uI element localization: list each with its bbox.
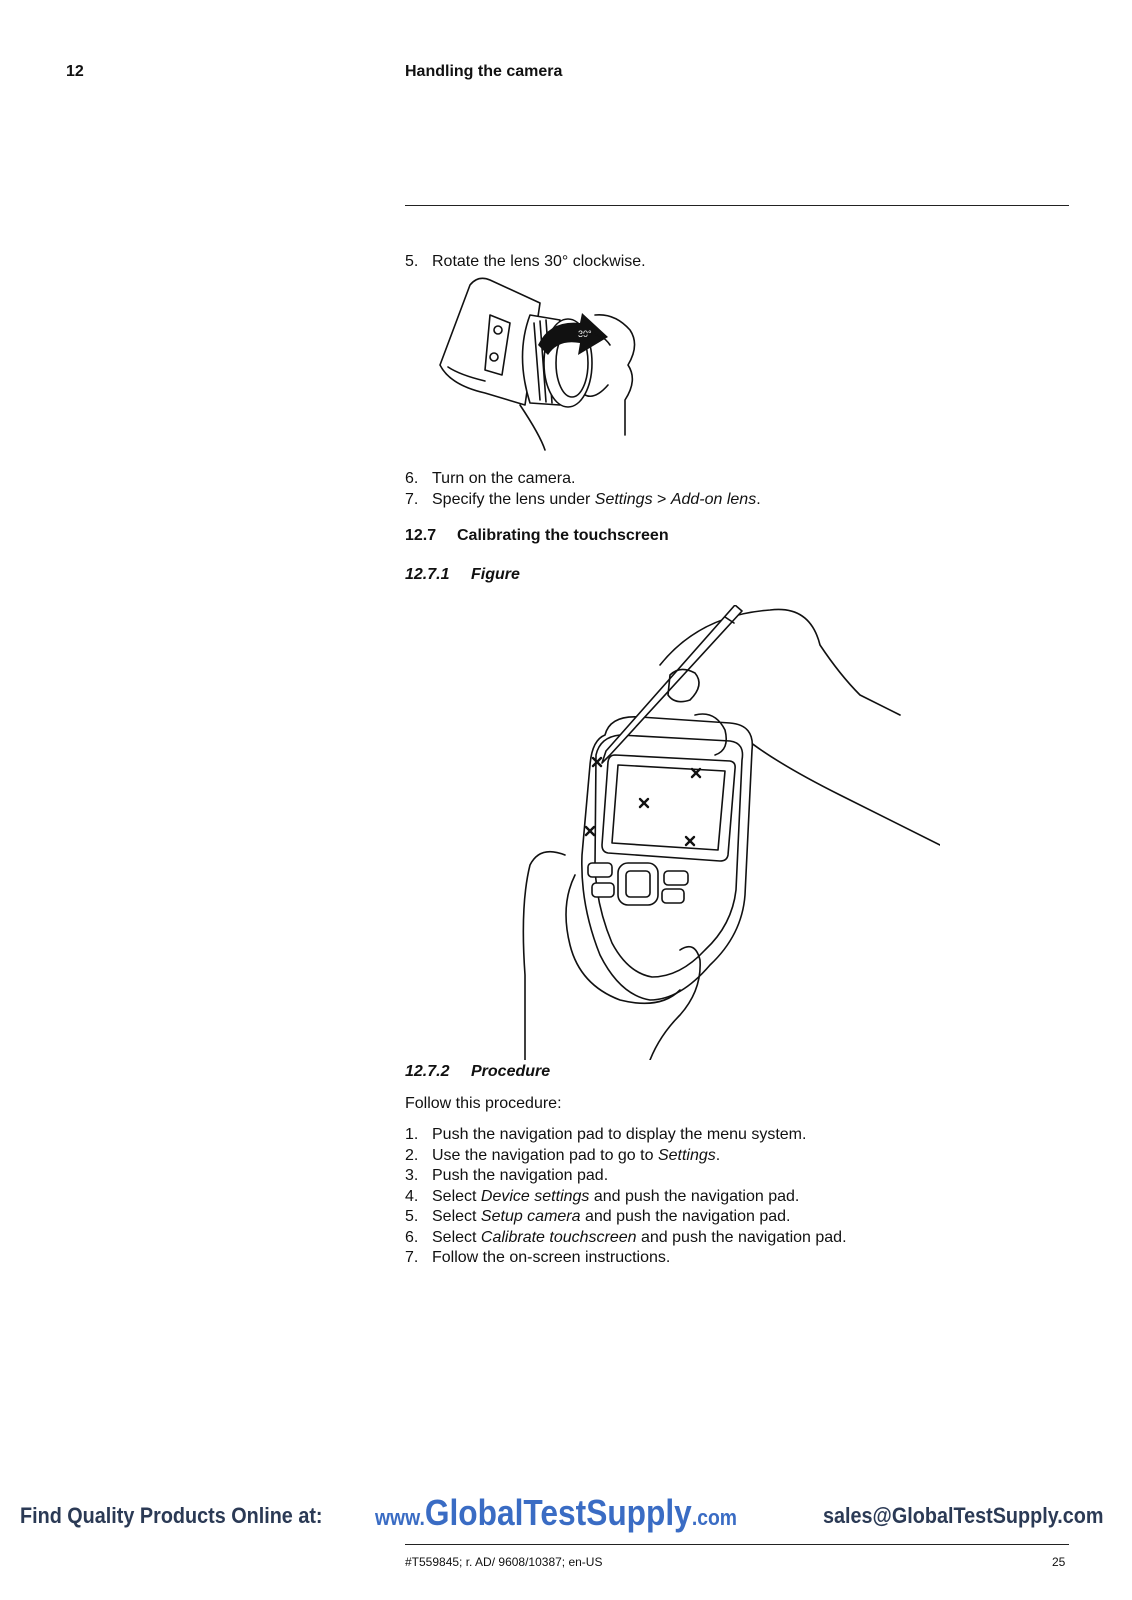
settings-term: Settings [594, 491, 653, 508]
step-text: Rotate the lens 30° clockwise. [432, 253, 646, 270]
step-text-end: and push the navigation pad. [589, 1188, 800, 1205]
touchscreen-calibration-illustration [520, 605, 940, 1060]
menu-separator: > [652, 491, 671, 508]
step-text: Select [432, 1188, 481, 1205]
page-number: 25 [1052, 1555, 1066, 1569]
website-www: www. [375, 1505, 425, 1530]
procedure-step-3 [405, 1165, 608, 1186]
procedure-step-4 [405, 1186, 799, 1207]
step-6 [405, 468, 575, 489]
angle-label: 30° [578, 329, 592, 339]
section-title: Calibrating the touchscreen [457, 527, 669, 544]
step-number: 6. [405, 470, 419, 487]
step-text: Specify the lens under [432, 491, 595, 508]
step-number: 5. [405, 1208, 419, 1225]
step-term: Setup camera [480, 1208, 581, 1225]
step-5 [405, 251, 646, 272]
step-7 [405, 489, 761, 510]
website-link[interactable] [375, 1492, 737, 1534]
procedure-step-5 [405, 1206, 790, 1227]
step-number: 3. [405, 1167, 419, 1184]
footer-divider [405, 1544, 1069, 1545]
step-number: 1. [405, 1126, 419, 1143]
step-text-end: . [715, 1147, 721, 1164]
website-tld: .com [691, 1505, 738, 1530]
lens-rotation-illustration [430, 275, 660, 455]
procedure-step-2 [405, 1145, 720, 1166]
procedure-intro: Follow this procedure: [405, 1095, 562, 1112]
step-number: 7. [405, 491, 419, 508]
step-number: 5. [405, 253, 419, 270]
step-number: 2. [405, 1147, 419, 1164]
chapter-number: 12 [66, 63, 84, 80]
procedure-step-1 [405, 1124, 806, 1145]
step-text: Select [432, 1208, 481, 1225]
footer-tagline: Find Quality Products Online at: [20, 1503, 323, 1528]
figure-heading [405, 566, 520, 584]
document-id: #T559845; r. AD/ 9608/10387; en-US [405, 1555, 603, 1569]
procedure-step-6 [405, 1227, 847, 1248]
section-number: 12.7 [405, 527, 437, 544]
step-text: Follow the on-screen instructions. [432, 1249, 671, 1266]
step-text: Select [432, 1229, 481, 1246]
step-text-end: and push the navigation pad. [636, 1229, 847, 1246]
step-term: Calibrate touchscreen [480, 1229, 637, 1246]
step-number: 4. [405, 1188, 419, 1205]
procedure-heading [405, 1063, 550, 1081]
figure-number: 12.7.1 [405, 566, 450, 583]
step-end: . [756, 491, 761, 508]
header-divider [405, 205, 1069, 206]
section-heading [405, 527, 669, 545]
step-text: Turn on the camera. [432, 470, 576, 487]
step-term: Device settings [480, 1188, 590, 1205]
sales-email-link[interactable]: sales@GlobalTestSupply.com [823, 1503, 1104, 1528]
step-number: 7. [405, 1249, 419, 1266]
step-text-end: and push the navigation pad. [580, 1208, 791, 1225]
step-term: Settings [657, 1147, 716, 1164]
figure-title: Figure [471, 566, 520, 583]
chapter-title: Handling the camera [405, 63, 563, 80]
step-number: 6. [405, 1229, 419, 1246]
procedure-title: Procedure [471, 1063, 551, 1080]
addon-lens-term: Add-on lens [670, 491, 757, 508]
step-text: Push the navigation pad. [432, 1167, 609, 1184]
procedure-step-7 [405, 1247, 670, 1268]
step-text: Push the navigation pad to display the menu system. [432, 1126, 807, 1143]
website-brand: GlobalTestSupply [424, 1492, 692, 1533]
step-text: Use the navigation pad to go to [432, 1147, 658, 1164]
procedure-number: 12.7.2 [405, 1063, 450, 1080]
